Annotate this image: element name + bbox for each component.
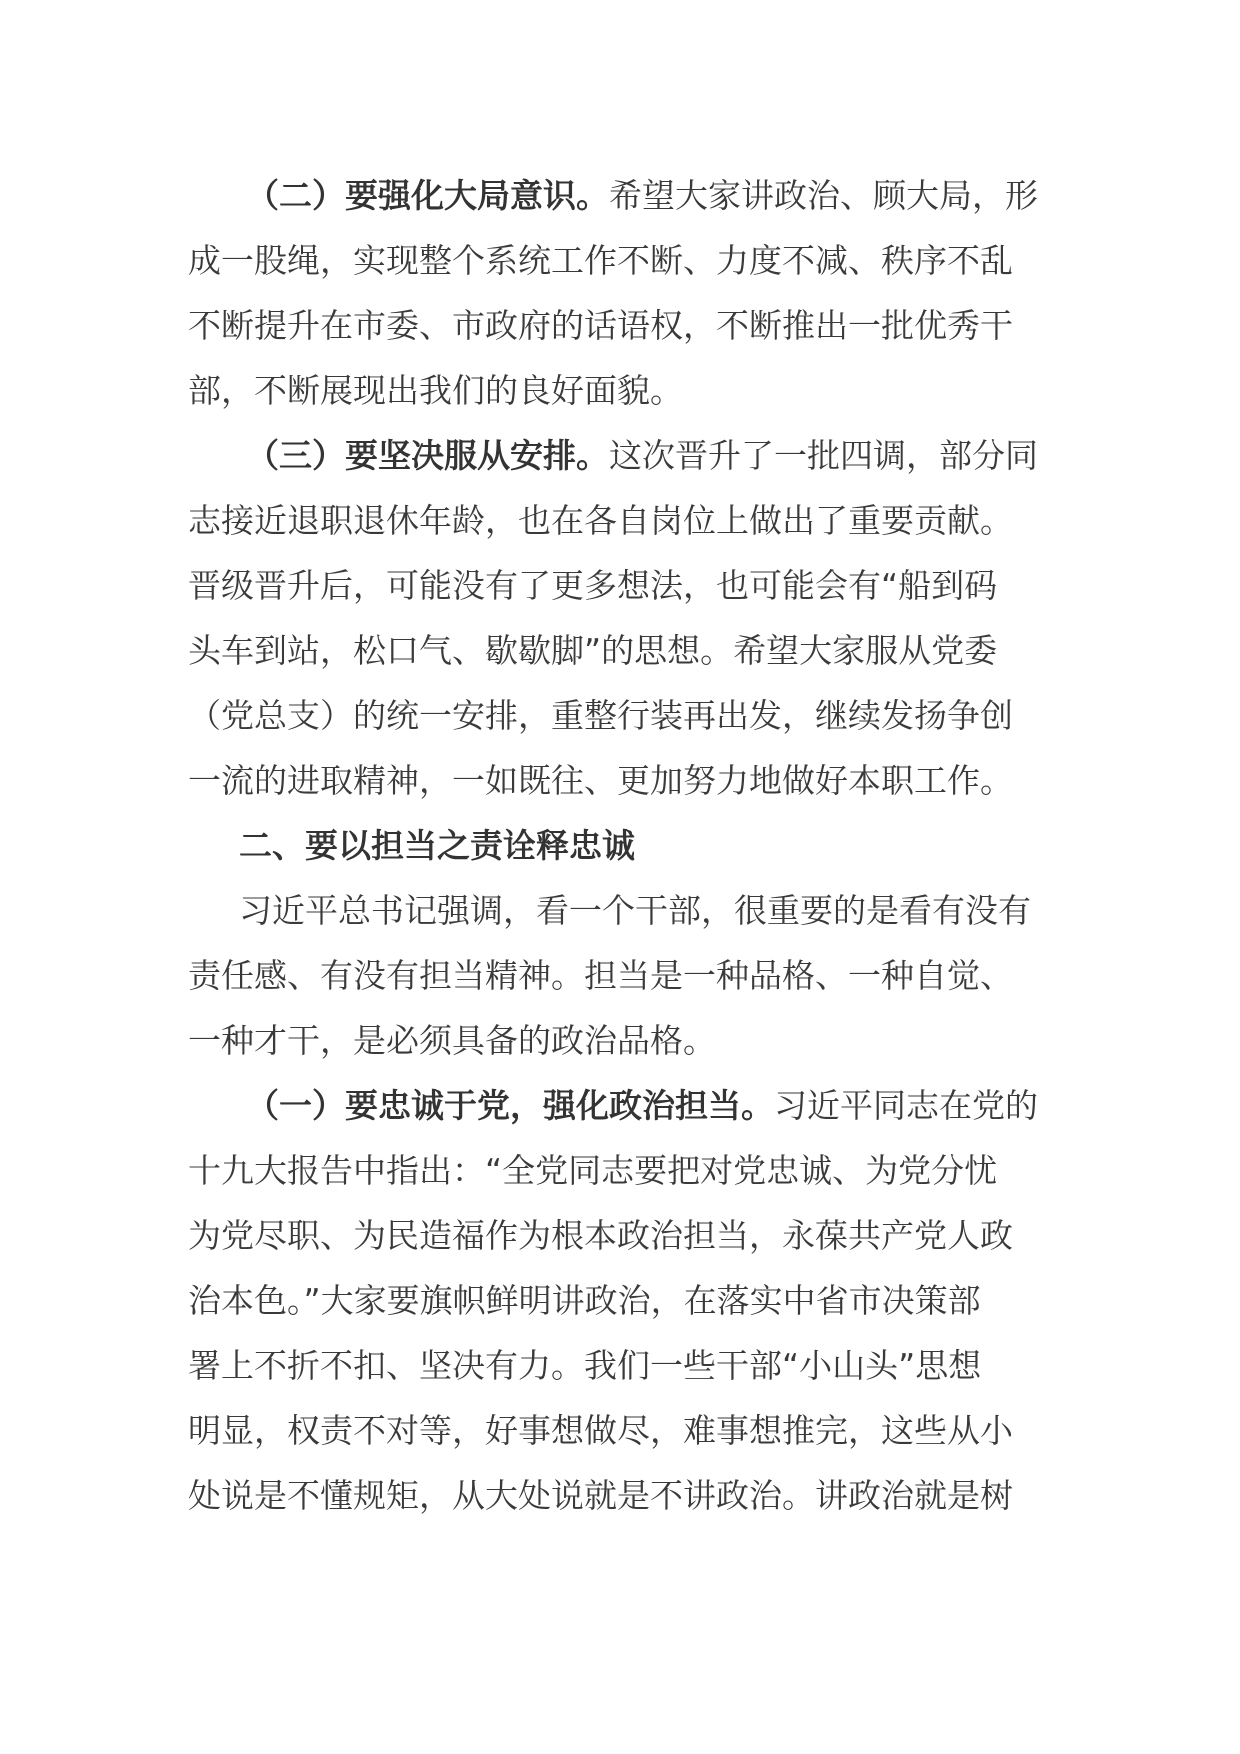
line-text: （党总支）的统一安排，重整行装再出发，继续发扬争创 (188, 696, 1013, 735)
paragraph-line (188, 1398, 1058, 1463)
paragraph-line (188, 1073, 1058, 1138)
subheading-loyal-to-party: （一）要忠诚于党，强化政治担当。 (246, 1086, 774, 1125)
line-text: 习近平总书记强调，看一个干部，很重要的是看有没有 (239, 891, 1031, 930)
paragraph-line (188, 358, 1058, 423)
paragraph-line (188, 1268, 1058, 1333)
line-text: 不断提升在市委、市政府的话语权，不断推出一批优秀干 (188, 306, 1013, 345)
paragraph-line (188, 943, 1058, 1008)
subheading-strengthen-overall-awareness: （二）要强化大局意识。 (246, 176, 609, 215)
line-text: 晋级晋升后，可能没有了更多想法，也可能会有“船到码 (188, 566, 998, 605)
line-text: 十九大报告中指出：“全党同志要把对党忠诚、为党分忧 (188, 1151, 998, 1190)
paragraph-line (188, 293, 1058, 358)
line-text: 部，不断展现出我们的良好面貌。 (188, 371, 683, 410)
paragraph-line (188, 228, 1058, 293)
line-text: 为党尽职、为民造福作为根本政治担当，永葆共产党人政 (188, 1216, 1013, 1255)
paragraph-line (188, 748, 1058, 813)
paragraph-line (188, 618, 1058, 683)
paragraph-line (188, 1333, 1058, 1398)
line-text: 一流的进取精神，一如既往、更加努力地做好本职工作。 (188, 761, 1013, 800)
paragraph-line (188, 1203, 1058, 1268)
paragraph-line (188, 1008, 1058, 1073)
section-heading-two: 二、要以担当之责诠释忠诚 (239, 826, 635, 865)
line-text: 习近平同志在党的 (774, 1086, 1038, 1125)
line-text: 志接近退职退休年龄，也在各自岗位上做出了重要贡献。 (188, 501, 1013, 540)
subheading-obey-arrangements: （三）要坚决服从安排。 (246, 436, 609, 475)
line-text: 一种才干，是必须具备的政治品格。 (188, 1021, 716, 1060)
paragraph-line (188, 878, 1058, 943)
paragraph-line (188, 553, 1058, 618)
paragraph-line (188, 423, 1058, 488)
paragraph-line (188, 1463, 1058, 1528)
paragraph-line (188, 163, 1058, 228)
paragraph-line (188, 488, 1058, 553)
document-body (188, 163, 1058, 1528)
line-text: 这次晋升了一批四调，部分同 (609, 436, 1038, 475)
line-text: 明显，权责不对等，好事想做尽，难事想推完，这些从小 (188, 1411, 1013, 1450)
paragraph-line (188, 1138, 1058, 1203)
line-text: 治本色。”大家要旗帜鲜明讲政治，在落实中省市决策部 (188, 1281, 981, 1320)
line-text: 处说是不懂规矩，从大处说就是不讲政治。讲政治就是树 (188, 1476, 1013, 1515)
line-text: 成一股绳，实现整个系统工作不断、力度不减、秩序不乱 (188, 241, 1013, 280)
paragraph-line (188, 813, 1058, 878)
line-text: 希望大家讲政治、顾大局，形 (609, 176, 1038, 215)
paragraph-line (188, 683, 1058, 748)
line-text: 头车到站，松口气、歇歇脚”的思想。希望大家服从党委 (188, 631, 998, 670)
line-text: 署上不折不扣、坚决有力。我们一些干部“小山头”思想 (188, 1346, 982, 1385)
line-text: 责任感、有没有担当精神。担当是一种品格、一种自觉、 (188, 956, 1013, 995)
